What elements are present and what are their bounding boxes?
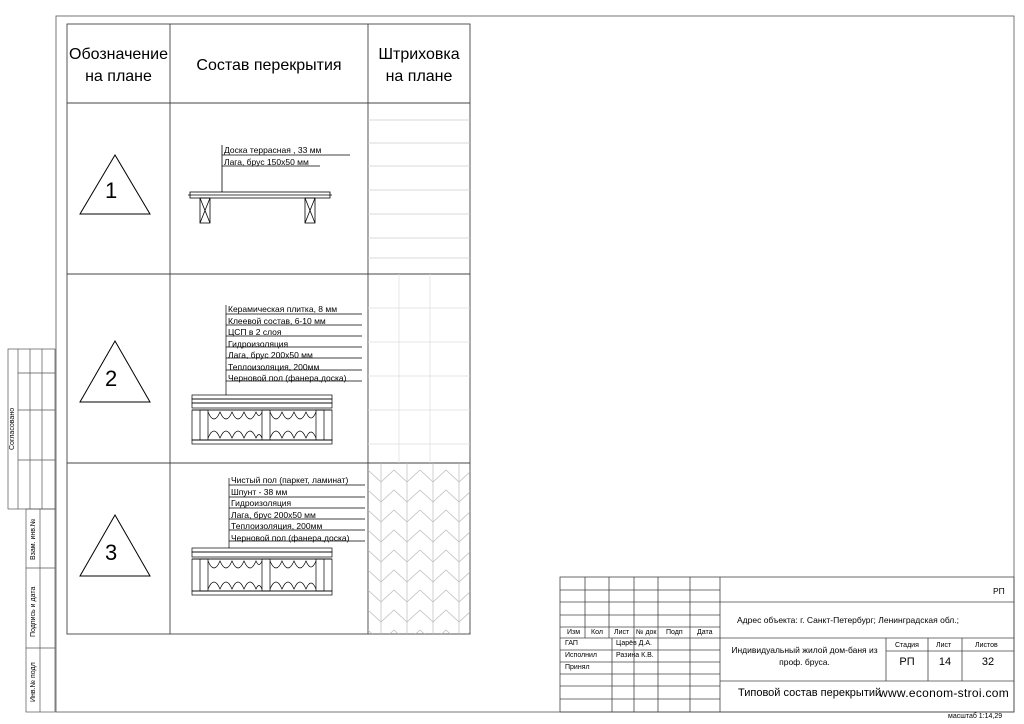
col-date: Дата (697, 629, 713, 636)
col-sign: Подп (666, 629, 683, 636)
object-address: Адрес объекта: г. Санкт-Петербург; Ленинградская обл.; (737, 615, 959, 625)
header-designation: Обозначение на плане (69, 46, 168, 85)
layer-label: Теплоизоляция, 200мм (231, 521, 323, 531)
layer-label: Чистый пол (паркет, ламинат) (231, 475, 349, 485)
layer-label: Лага, брус 200х50 мм (228, 350, 313, 360)
col-izm: Изм (567, 629, 581, 636)
role-executed: Исполнил (565, 652, 598, 659)
layer-label: Доска террасная , 33 мм (224, 145, 322, 155)
header-hatching: Штриховка на плане (378, 46, 460, 85)
side-replaced-inv: Взам. инв.№ (30, 518, 37, 560)
col-doc: № док (636, 629, 657, 636)
herringbone-hatch (368, 463, 472, 642)
mark-2: 2 (105, 366, 118, 391)
role-gap: ГАП (565, 640, 578, 647)
layer-label: Гидроизоляция (231, 498, 292, 508)
section-1-layers (224, 145, 321, 168)
side-approved: Согласовано (9, 407, 16, 450)
section-2-layers (228, 304, 346, 385)
sheet-value: 14 (938, 656, 952, 668)
drawing-title: Типовой состав перекрытий (738, 687, 882, 699)
layer-label: Лага, брус 200х50 мм (231, 509, 316, 520)
side-inv-original: Инв.№ подл (30, 662, 37, 702)
website: www.econom-stroi.com (879, 686, 1010, 700)
name-executed: Разина К.В. (616, 652, 654, 659)
layer-label: Черновой пол (фанера,доска) (231, 532, 350, 543)
layer-label: Шпунт - 38 мм (231, 486, 288, 497)
header-composition: Состав перекрытия (196, 57, 342, 74)
layer-label: Клеевой состав, 6-10 мм (228, 315, 326, 326)
name-gap: Царёв Д.А. (616, 640, 652, 647)
layer-label: Черновой пол (фанера,доска) (228, 373, 347, 383)
stage-value: РП (899, 656, 915, 668)
layer-label: Теплоизоляция, 200мм (228, 361, 320, 372)
layer-label: Керамическая плитка, 8 мм (228, 304, 338, 314)
col-list: Лист (614, 629, 630, 636)
layer-label: ЦСП в 2 слоя (228, 327, 282, 337)
col-kol: Кол (591, 629, 603, 636)
sheets-label: Листов (975, 642, 998, 649)
layer-label: Гидроизоляция (228, 338, 289, 349)
layer-label: Лага, брус 150х50 мм (224, 156, 309, 167)
section-3-layers (231, 475, 349, 544)
project-name: Индивидуальный жилой дом-баня из проф. бруса. (731, 645, 878, 667)
scale-label: масштаб 1:14,29 (948, 713, 1003, 720)
mark-3: 3 (105, 540, 118, 565)
side-signature-date: Подпись и дата (30, 586, 37, 637)
sheet-label: Лист (936, 642, 952, 649)
sheets-value: 32 (981, 656, 995, 668)
title-code: РП (993, 586, 1005, 596)
mark-1: 1 (105, 178, 118, 203)
stage-label: Стадия (895, 642, 919, 649)
role-accepted: Принял (565, 664, 590, 671)
